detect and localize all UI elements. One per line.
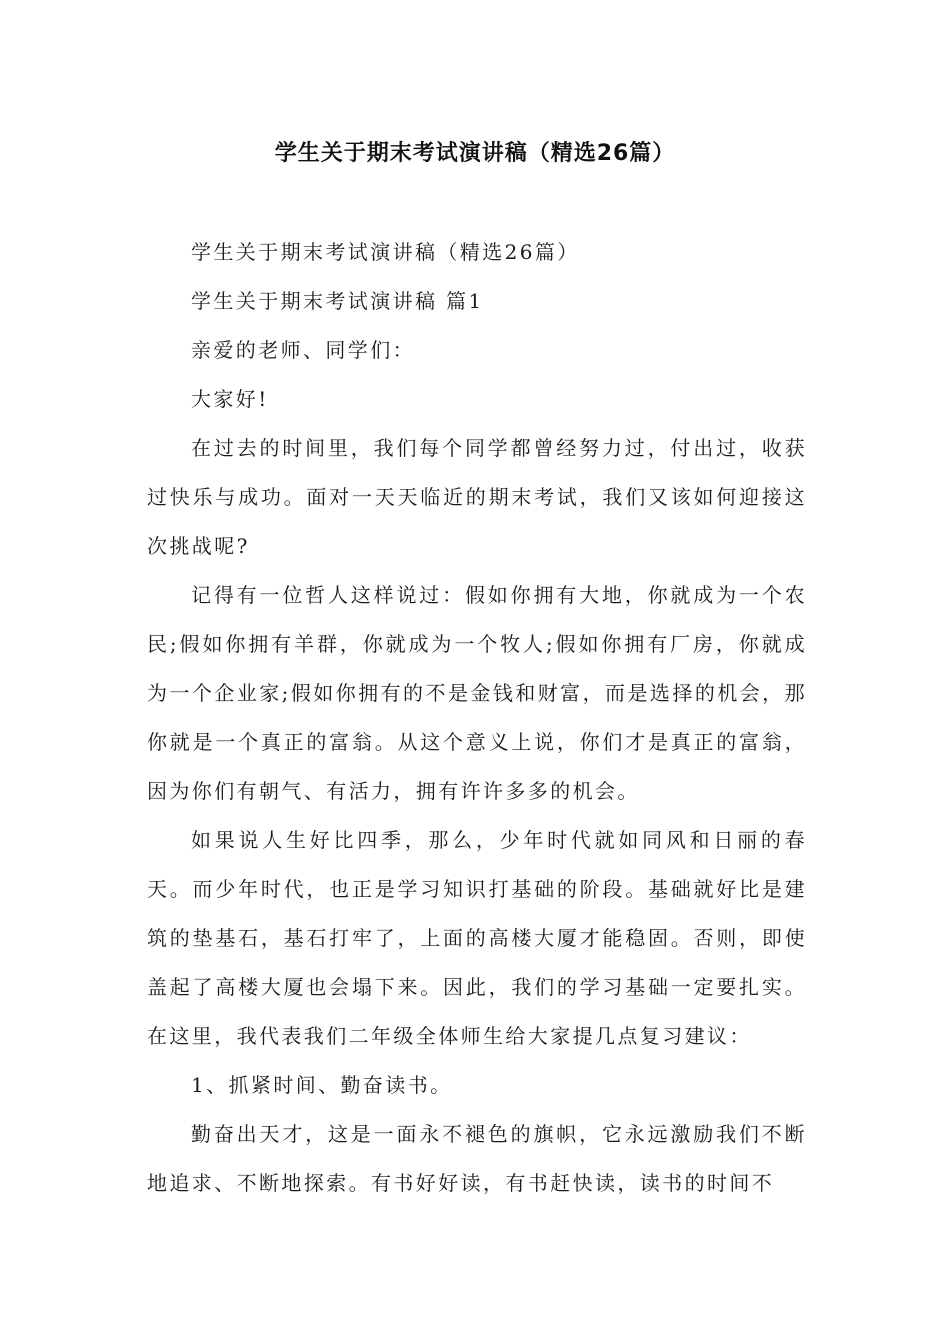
- paragraph-subtitle: 学生关于期末考试演讲稿（精选26篇）: [191, 240, 580, 264]
- paragraph-body: 如果说人生好比四季，那么，少年时代就如同风和日丽的春天。而少年时代，也正是学习知识打基础的阶段。基础就好比是建筑的垫基石，基石打牢了，上面的高楼大厦才能稳固。否则，即使盖起了高楼大厦也会塌下来。因此，我们的学习基础一定要扎实。在这里，我代表我们二年级全体师生给大家提几点复习建议：: [147, 828, 807, 1048]
- paragraph-section-heading: 学生关于期末考试演讲稿 篇1: [191, 289, 484, 313]
- paragraph-greeting: 大家好!: [191, 387, 269, 411]
- paragraph-body: 勤奋出天才，这是一面永不褪色的旗帜，它永远激励我们不断地追求、不断地探索。有书好好读，有书赶快读，读书的时间不: [147, 1122, 807, 1195]
- paragraph-list-item: 1、抓紧时间、勤奋读书。: [191, 1073, 453, 1097]
- document-title: 学生关于期末考试演讲稿（精选26篇）: [274, 141, 676, 166]
- paragraph-body: 在过去的时间里，我们每个同学都曾经努力过，付出过，收获过快乐与成功。面对一天天临近的期末考试，我们又该如何迎接这次挑战呢?: [147, 436, 807, 558]
- paragraph-salutation: 亲爱的老师、同学们：: [191, 338, 415, 362]
- paragraph-body: 记得有一位哲人这样说过：假如你拥有大地，你就成为一个农民;假如你拥有羊群，你就成为一个牧人;假如你拥有厂房，你就成为一个企业家;假如你拥有的不是金钱和财富，而是选择的机会，那你就是一个真正的富翁。从这个意义上说，你们才是真正的富翁，因为你们有朝气、有活力，拥有许许多多的机会。: [147, 583, 807, 803]
- document-body: [147, 228, 807, 1208]
